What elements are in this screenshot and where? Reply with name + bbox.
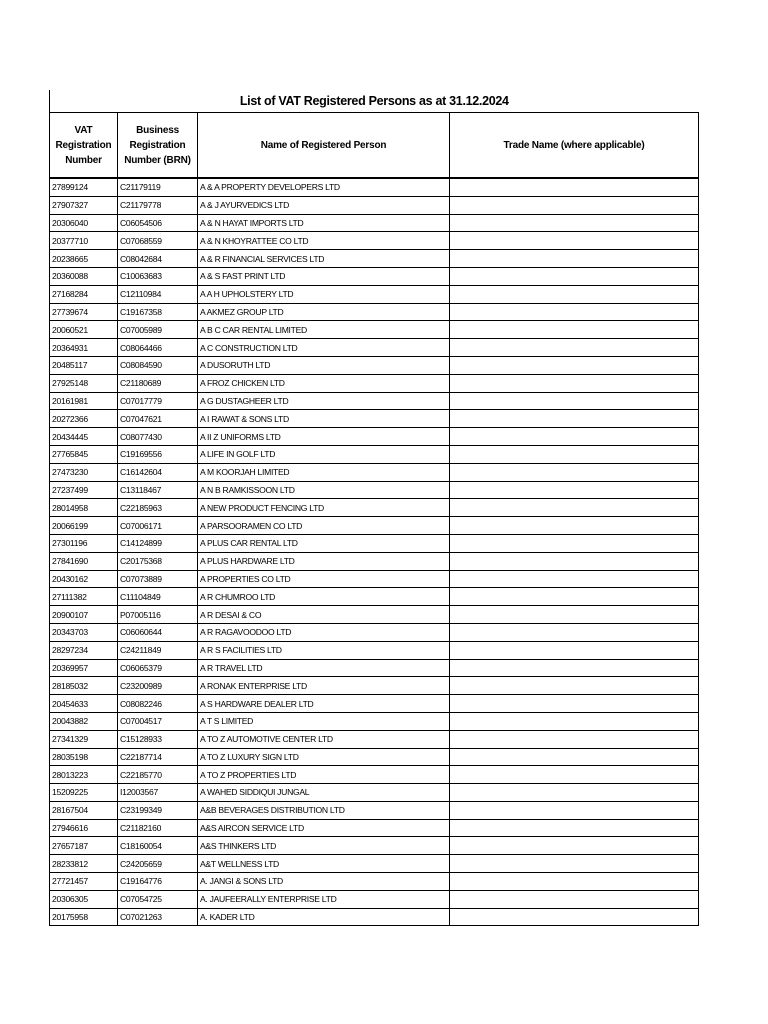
cell-vat: 27721457 xyxy=(50,873,118,891)
table-row xyxy=(50,499,699,517)
cell-name: A R DESAI & CO xyxy=(198,606,450,624)
cell-brn: C14124899 xyxy=(118,534,198,552)
cell-brn: C07004517 xyxy=(118,712,198,730)
cell-vat: 20161981 xyxy=(50,392,118,410)
cell-name: A. JAUFEERALLY ENTERPRISE LTD xyxy=(198,890,450,908)
cell-brn: C07054725 xyxy=(118,890,198,908)
cell-name: A & A PROPERTY DEVELOPERS LTD xyxy=(198,178,450,196)
cell-vat: 20043882 xyxy=(50,712,118,730)
cell-trade xyxy=(450,428,699,446)
cell-name: A PARSOORAMEN CO LTD xyxy=(198,517,450,535)
cell-name: A&T WELLNESS LTD xyxy=(198,855,450,873)
cell-brn: C13118467 xyxy=(118,481,198,499)
cell-vat: 27925148 xyxy=(50,374,118,392)
cell-trade xyxy=(450,801,699,819)
cell-trade xyxy=(450,695,699,713)
page-title: List of VAT Registered Persons as at 31.12.2024 xyxy=(50,90,699,113)
cell-vat: 27237499 xyxy=(50,481,118,499)
cell-trade xyxy=(450,356,699,374)
table-row xyxy=(50,695,699,713)
cell-name: A DUSORUTH LTD xyxy=(198,356,450,374)
cell-trade xyxy=(450,890,699,908)
table-row xyxy=(50,534,699,552)
cell-trade xyxy=(450,748,699,766)
cell-vat: 20364931 xyxy=(50,339,118,357)
cell-trade xyxy=(450,321,699,339)
cell-name: A. JANGI & SONS LTD xyxy=(198,873,450,891)
cell-trade xyxy=(450,267,699,285)
cell-name: A TO Z PROPERTIES LTD xyxy=(198,766,450,784)
table-row xyxy=(50,890,699,908)
cell-vat: 27111382 xyxy=(50,588,118,606)
cell-name: A & S FAST PRINT LTD xyxy=(198,267,450,285)
cell-trade xyxy=(450,445,699,463)
cell-brn: C19169556 xyxy=(118,445,198,463)
cell-brn: C11104849 xyxy=(118,588,198,606)
cell-trade xyxy=(450,766,699,784)
cell-brn: C07017779 xyxy=(118,392,198,410)
cell-name: A G DUSTAGHEER LTD xyxy=(198,392,450,410)
cell-name: A PLUS HARDWARE LTD xyxy=(198,552,450,570)
cell-trade xyxy=(450,499,699,517)
table-row xyxy=(50,552,699,570)
cell-name: A&S AIRCON SERVICE LTD xyxy=(198,819,450,837)
table-row xyxy=(50,588,699,606)
cell-vat: 28035198 xyxy=(50,748,118,766)
table-row xyxy=(50,428,699,446)
table-row xyxy=(50,339,699,357)
table-row xyxy=(50,908,699,926)
cell-trade xyxy=(450,463,699,481)
table-row xyxy=(50,392,699,410)
cell-trade xyxy=(450,819,699,837)
cell-trade xyxy=(450,517,699,535)
cell-name: A&B BEVERAGES DISTRIBUTION LTD xyxy=(198,801,450,819)
cell-brn: C06054506 xyxy=(118,214,198,232)
cell-trade xyxy=(450,855,699,873)
cell-trade xyxy=(450,641,699,659)
cell-vat: 20060521 xyxy=(50,321,118,339)
cell-vat: 20343703 xyxy=(50,623,118,641)
cell-name: A R CHUMROO LTD xyxy=(198,588,450,606)
cell-vat: 27657187 xyxy=(50,837,118,855)
cell-name: A & N HAYAT IMPORTS LTD xyxy=(198,214,450,232)
table-row xyxy=(50,232,699,250)
table-row xyxy=(50,267,699,285)
cell-vat: 20175958 xyxy=(50,908,118,926)
title-row xyxy=(50,90,699,113)
cell-brn: C22187714 xyxy=(118,748,198,766)
cell-vat: 28014958 xyxy=(50,499,118,517)
cell-trade xyxy=(450,712,699,730)
cell-brn: C22185770 xyxy=(118,766,198,784)
cell-brn: C21180689 xyxy=(118,374,198,392)
cell-brn: C08064466 xyxy=(118,339,198,357)
cell-brn: C20175368 xyxy=(118,552,198,570)
cell-vat: 27739674 xyxy=(50,303,118,321)
table-row xyxy=(50,570,699,588)
cell-vat: 20454633 xyxy=(50,695,118,713)
cell-name: A M KOORJAH LIMITED xyxy=(198,463,450,481)
table-row xyxy=(50,784,699,802)
cell-name: A WAHED SIDDIQUI JUNGAL xyxy=(198,784,450,802)
cell-name: A T S LIMITED xyxy=(198,712,450,730)
cell-brn: C24205659 xyxy=(118,855,198,873)
table-row xyxy=(50,445,699,463)
cell-name: A TO Z AUTOMOTIVE CENTER LTD xyxy=(198,730,450,748)
cell-trade xyxy=(450,196,699,214)
cell-vat: 20066199 xyxy=(50,517,118,535)
cell-trade xyxy=(450,534,699,552)
table-row xyxy=(50,730,699,748)
vat-register-table xyxy=(49,90,699,926)
cell-brn: I12003567 xyxy=(118,784,198,802)
table-row xyxy=(50,606,699,624)
cell-brn: C10063683 xyxy=(118,267,198,285)
cell-brn: C08084590 xyxy=(118,356,198,374)
cell-name: A & R FINANCIAL SERVICES LTD xyxy=(198,250,450,268)
cell-trade xyxy=(450,232,699,250)
table-row xyxy=(50,819,699,837)
table-row xyxy=(50,766,699,784)
cell-brn: C08077430 xyxy=(118,428,198,446)
cell-name: A A H UPHOLSTERY LTD xyxy=(198,285,450,303)
cell-brn: C08042684 xyxy=(118,250,198,268)
column-header-trade: Trade Name (where applicable) xyxy=(450,113,699,179)
cell-vat: 20434445 xyxy=(50,428,118,446)
cell-brn: C07073889 xyxy=(118,570,198,588)
vat-register-sheet xyxy=(49,90,698,926)
cell-name: A AKMEZ GROUP LTD xyxy=(198,303,450,321)
cell-name: A B C CAR RENTAL LIMITED xyxy=(198,321,450,339)
table-row xyxy=(50,178,699,196)
cell-brn: C07006171 xyxy=(118,517,198,535)
table-row xyxy=(50,214,699,232)
table-row xyxy=(50,374,699,392)
table-row xyxy=(50,250,699,268)
cell-vat: 20485117 xyxy=(50,356,118,374)
header-row xyxy=(50,113,699,179)
cell-name: A I RAWAT & SONS LTD xyxy=(198,410,450,428)
cell-trade xyxy=(450,837,699,855)
table-row xyxy=(50,285,699,303)
cell-trade xyxy=(450,339,699,357)
cell-brn: C21182160 xyxy=(118,819,198,837)
cell-name: A FROZ CHICKEN LTD xyxy=(198,374,450,392)
cell-brn: C23200989 xyxy=(118,677,198,695)
cell-name: A S HARDWARE DEALER LTD xyxy=(198,695,450,713)
cell-name: A PROPERTIES CO LTD xyxy=(198,570,450,588)
cell-vat: 27168284 xyxy=(50,285,118,303)
cell-brn: C21179778 xyxy=(118,196,198,214)
cell-trade xyxy=(450,481,699,499)
cell-name: A RONAK ENTERPRISE LTD xyxy=(198,677,450,695)
cell-brn: C19164776 xyxy=(118,873,198,891)
cell-trade xyxy=(450,873,699,891)
cell-name: A R RAGAVOODOO LTD xyxy=(198,623,450,641)
table-row xyxy=(50,481,699,499)
cell-trade xyxy=(450,677,699,695)
cell-trade xyxy=(450,552,699,570)
cell-brn: C07068559 xyxy=(118,232,198,250)
cell-trade xyxy=(450,623,699,641)
cell-vat: 27341329 xyxy=(50,730,118,748)
column-header-brn: Business Registration Number (BRN) xyxy=(118,113,198,179)
cell-trade xyxy=(450,250,699,268)
cell-name: A R S FACILITIES LTD xyxy=(198,641,450,659)
table-row xyxy=(50,748,699,766)
cell-trade xyxy=(450,392,699,410)
cell-vat: 27301196 xyxy=(50,534,118,552)
table-row xyxy=(50,873,699,891)
cell-trade xyxy=(450,285,699,303)
cell-brn: P07005116 xyxy=(118,606,198,624)
cell-trade xyxy=(450,659,699,677)
cell-name: A C CONSTRUCTION LTD xyxy=(198,339,450,357)
cell-vat: 20306305 xyxy=(50,890,118,908)
cell-brn: C08082246 xyxy=(118,695,198,713)
cell-name: A TO Z LUXURY SIGN LTD xyxy=(198,748,450,766)
cell-name: A LIFE IN GOLF LTD xyxy=(198,445,450,463)
cell-name: A PLUS CAR RENTAL LTD xyxy=(198,534,450,552)
cell-brn: C07047621 xyxy=(118,410,198,428)
cell-brn: C21179119 xyxy=(118,178,198,196)
cell-brn: C07005989 xyxy=(118,321,198,339)
table-row xyxy=(50,837,699,855)
column-header-vat: VAT Registration Number xyxy=(50,113,118,179)
cell-name: A NEW PRODUCT FENCING LTD xyxy=(198,499,450,517)
cell-vat: 20272366 xyxy=(50,410,118,428)
table-row xyxy=(50,712,699,730)
table-row xyxy=(50,659,699,677)
cell-vat: 20369957 xyxy=(50,659,118,677)
cell-vat: 28185032 xyxy=(50,677,118,695)
cell-trade xyxy=(450,178,699,196)
table-row xyxy=(50,801,699,819)
cell-vat: 27946616 xyxy=(50,819,118,837)
table-row xyxy=(50,677,699,695)
cell-trade xyxy=(450,303,699,321)
cell-name: A & J AYURVEDICS LTD xyxy=(198,196,450,214)
cell-vat: 20900107 xyxy=(50,606,118,624)
cell-vat: 15209225 xyxy=(50,784,118,802)
cell-vat: 20360088 xyxy=(50,267,118,285)
cell-vat: 20238665 xyxy=(50,250,118,268)
cell-brn: C06065379 xyxy=(118,659,198,677)
cell-trade xyxy=(450,570,699,588)
table-row xyxy=(50,356,699,374)
cell-name: A R TRAVEL LTD xyxy=(198,659,450,677)
cell-brn: C16142604 xyxy=(118,463,198,481)
table-row xyxy=(50,641,699,659)
cell-brn: C23199349 xyxy=(118,801,198,819)
cell-vat: 20377710 xyxy=(50,232,118,250)
cell-name: A. KADER LTD xyxy=(198,908,450,926)
column-header-name: Name of Registered Person xyxy=(198,113,450,179)
cell-vat: 28167504 xyxy=(50,801,118,819)
cell-vat: 28233812 xyxy=(50,855,118,873)
table-row xyxy=(50,623,699,641)
cell-brn: C18160054 xyxy=(118,837,198,855)
table-row xyxy=(50,463,699,481)
cell-vat: 20306040 xyxy=(50,214,118,232)
cell-brn: C06060644 xyxy=(118,623,198,641)
cell-name: A N B RAMKISSOON LTD xyxy=(198,481,450,499)
cell-name: A II Z UNIFORMS LTD xyxy=(198,428,450,446)
cell-trade xyxy=(450,606,699,624)
cell-brn: C19167358 xyxy=(118,303,198,321)
cell-vat: 27899124 xyxy=(50,178,118,196)
cell-vat: 27765845 xyxy=(50,445,118,463)
cell-trade xyxy=(450,214,699,232)
cell-vat: 27841690 xyxy=(50,552,118,570)
table-row xyxy=(50,410,699,428)
cell-brn: C12110984 xyxy=(118,285,198,303)
cell-trade xyxy=(450,730,699,748)
table-row xyxy=(50,321,699,339)
cell-vat: 27473230 xyxy=(50,463,118,481)
cell-trade xyxy=(450,908,699,926)
cell-brn: C07021263 xyxy=(118,908,198,926)
cell-trade xyxy=(450,410,699,428)
table-row xyxy=(50,517,699,535)
cell-trade xyxy=(450,588,699,606)
cell-brn: C22185963 xyxy=(118,499,198,517)
cell-name: A & N KHOYRATTEE CO LTD xyxy=(198,232,450,250)
cell-vat: 20430162 xyxy=(50,570,118,588)
cell-vat: 27907327 xyxy=(50,196,118,214)
cell-name: A&S THINKERS LTD xyxy=(198,837,450,855)
table-row xyxy=(50,855,699,873)
cell-brn: C24211849 xyxy=(118,641,198,659)
cell-vat: 28297234 xyxy=(50,641,118,659)
cell-trade xyxy=(450,374,699,392)
table-row xyxy=(50,196,699,214)
cell-vat: 28013223 xyxy=(50,766,118,784)
table-row xyxy=(50,303,699,321)
table-body xyxy=(50,178,699,926)
cell-trade xyxy=(450,784,699,802)
cell-brn: C15128933 xyxy=(118,730,198,748)
